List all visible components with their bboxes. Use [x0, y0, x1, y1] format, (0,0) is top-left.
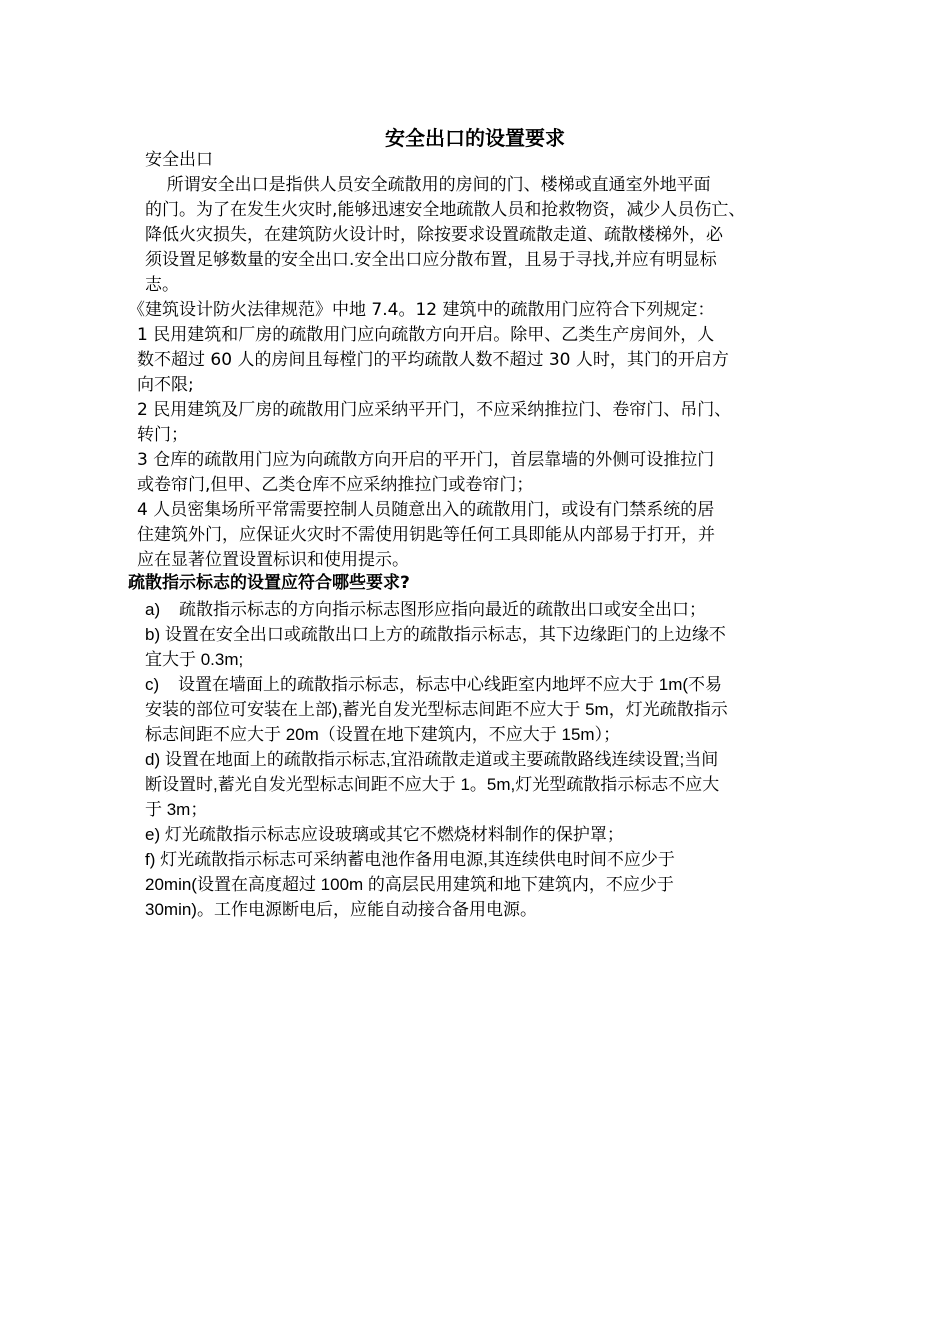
list-item-line: 转门； — [137, 425, 188, 445]
list-item-line: 20min(设置在高度超过 100m 的高层民用建筑和地下建筑内，不应少于 — [145, 875, 674, 894]
section-heading: 安全出口 — [145, 150, 213, 170]
list-item-line: 数不超过 60 人的房间且每樘门的平均疏散人数不超过 30 人时，其门的开启方 — [137, 350, 729, 370]
list-item-line: 断设置时,蓄光自发光型标志间距不应大于 1。5m,灯光型疏散指示标志不应大 — [145, 775, 720, 794]
list-item-line: 3 仓库的疏散用门应为向疏散方向开启的平开门，首层靠墙的外侧可设推拉门 — [137, 450, 715, 470]
code-reference — [128, 298, 714, 323]
paragraph-line: 所谓安全出口是指供人员安全疏散用的房间的门、楼梯或直通室外地平面 — [145, 175, 711, 195]
list-item-line: 向不限; — [137, 375, 194, 395]
paragraph-line: 须设置足够数量的安全出口.安全出口应分散布置，且易于寻找,并应有明显标 — [145, 250, 717, 270]
list-item-line: 住建筑外门，应保证火灾时不需使用钥匙等任何工具即能从内部易于打开，并 — [137, 525, 715, 545]
list-item-line: e) 灯光疏散指示标志应设玻璃或其它不燃烧材料制作的保护罩； — [145, 825, 624, 844]
list-item-line: 宜大于 0.3m; — [145, 650, 244, 669]
list-item-line: 标志间距不应大于 20m（设置在地下建筑内，不应大于 15m）； — [145, 725, 621, 744]
evacuation-sign-section — [128, 571, 410, 596]
list-item-line: a) 疏散指示标志的方向指示标志图形应指向最近的疏散出口或安全出口； — [145, 600, 707, 619]
code-reference-line: 《建筑设计防火法律规范》中地 7.4。12 建筑中的疏散用门应符合下列规定： — [128, 300, 715, 320]
paragraph-line: 降低火灾损失，在建筑防火设计时，除按要求设置疏散走道、疏散楼梯外，必 — [145, 225, 723, 245]
list-item-line: 安装的部位可安装在上部),蓄光自发光型标志间距不应大于 5m，灯光疏散指示 — [145, 700, 728, 719]
list-item-line: 1 民用建筑和厂房的疏散用门应向疏散方向开启。除甲、乙类生产房间外，人 — [137, 325, 715, 345]
list-item-line: c) 设置在墙面上的疏散指示标志，标志中心线距室内地坪不应大于 1m(不易 — [145, 675, 723, 694]
list-item-line: 或卷帘门,但甲、乙类仓库不应采纳推拉门或卷帘门； — [137, 475, 534, 495]
list-item-line: f) 灯光疏散指示标志可采纳蓄电池作备用电源,其连续供电时间不应少于 — [145, 850, 675, 869]
paragraph-line: 的门。为了在发生火灾时,能够迅速安全地疏散人员和抢救物资，减少人员伤亡、 — [145, 200, 746, 220]
list-item-line: 2 民用建筑及厂房的疏散用门应采纳平开门，不应采纳推拉门、卷帘门、吊门、 — [137, 400, 732, 420]
list-item-line: 于 3m； — [145, 800, 208, 819]
list-item-line: b) 设置在安全出口或疏散出口上方的疏散指示标志，其下边缘距门的上边缘不 — [145, 625, 726, 644]
list-item-line: 4 人员密集场所平常需要控制人员随意出入的疏散用门，或设有门禁系统的居 — [137, 500, 715, 520]
door-requirements-list — [137, 323, 731, 573]
sign-requirements-list — [145, 597, 728, 922]
list-item-line: d) 设置在地面上的疏散指示标志,宜沿疏散走道或主要疏散路线连续设置;当间 — [145, 750, 719, 769]
document-title: 安全出口的设置要求 — [385, 126, 565, 150]
list-item-line: 应在显著位置设置标识和使用提示。 — [137, 550, 409, 570]
section-heading: 疏散指示标志的设置应符合哪些要求? — [128, 573, 410, 593]
section-safety-exit — [145, 148, 745, 298]
paragraph-line: 志。 — [145, 275, 179, 295]
list-item-line: 30min)。工作电源断电后，应能自动接合备用电源。 — [145, 900, 537, 919]
